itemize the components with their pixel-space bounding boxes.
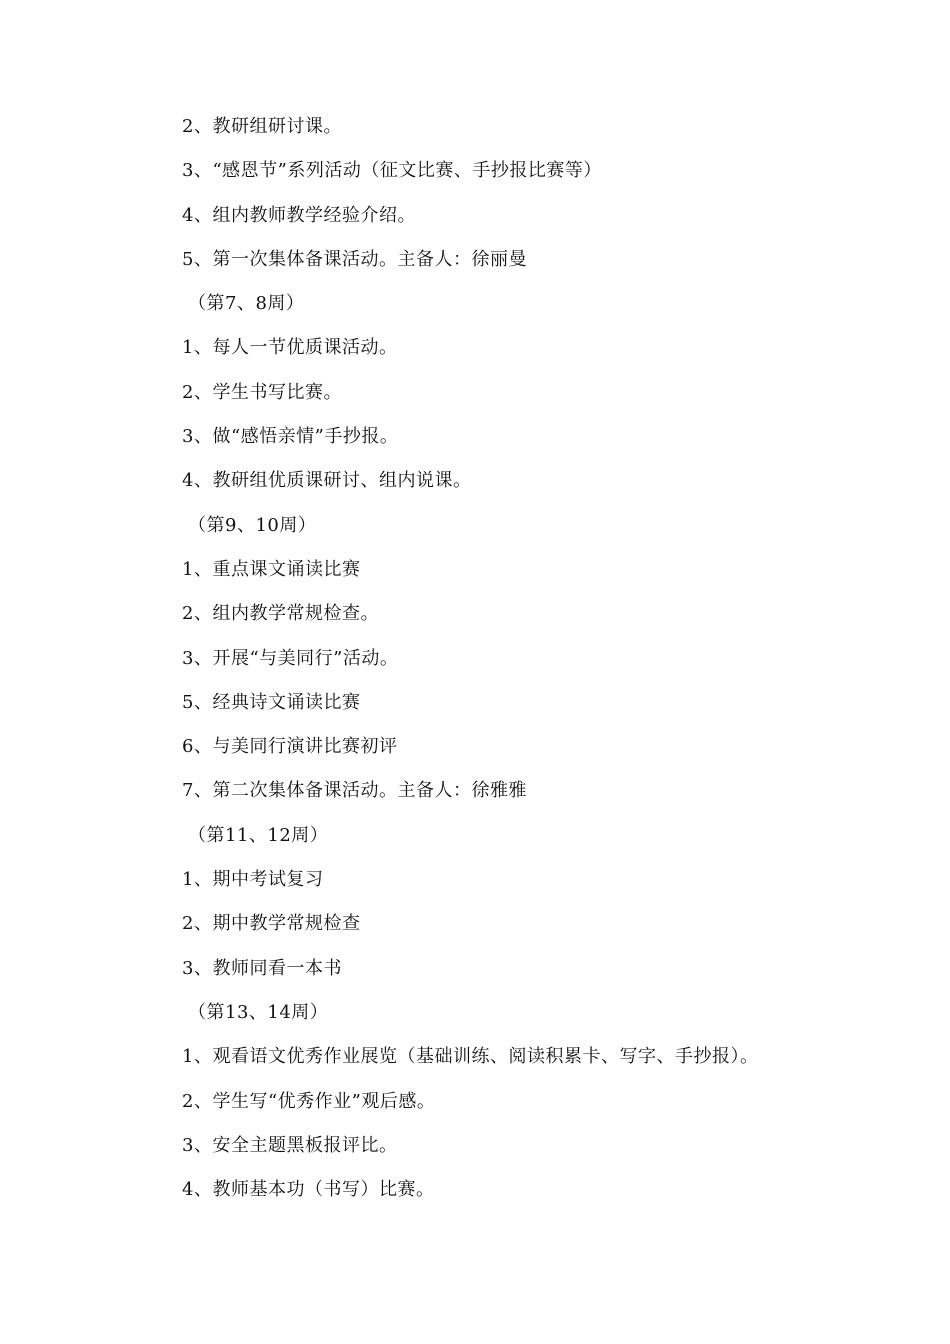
list-item: 1、重点课文诵读比赛 [182, 558, 361, 580]
list-item: 2、组内教学常规检查。 [182, 603, 379, 625]
list-item: 4、教师基本功（书写）比赛。 [182, 1179, 435, 1201]
week-heading: （第9、10周） [188, 514, 317, 536]
list-item: 1、每人一节优质课活动。 [182, 337, 398, 359]
list-item: 3、“感恩节”系列活动（征文比赛、手抄报比赛等） [182, 160, 602, 182]
list-item: 2、期中教学常规检查 [182, 913, 361, 935]
list-item: 5、经典诗文诵读比赛 [182, 691, 361, 713]
list-item: 7、第二次集体备课活动。主备人：徐雅雅 [182, 780, 527, 802]
list-item: 2、教研组研讨课。 [182, 116, 342, 137]
week-heading: （第7、8周） [188, 293, 305, 315]
list-item: 3、做“感悟亲情”手抄报。 [182, 426, 399, 448]
list-item: 6、与美同行演讲比赛初评 [182, 736, 398, 758]
list-item: 3、教师同看一本书 [182, 957, 342, 979]
list-item: 3、开展“与美同行”活动。 [182, 647, 399, 669]
list-item: 4、教研组优质课研讨、组内说课。 [182, 470, 472, 492]
list-item: 2、学生书写比赛。 [182, 381, 342, 403]
list-item: 5、第一次集体备课活动。主备人：徐丽曼 [182, 248, 527, 270]
document-body [182, 113, 902, 1220]
week-heading: （第13、14周） [188, 1001, 329, 1023]
week-heading: （第11、12周） [188, 824, 329, 846]
list-item: 3、安全主题黑板报评比。 [182, 1134, 398, 1156]
list-item: 1、观看语文优秀作业展览（基础训练、阅读积累卡、写字、手抄报）。 [182, 1046, 759, 1068]
list-item: 1、期中考试复习 [182, 869, 324, 891]
list-item: 4、组内教师教学经验介绍。 [182, 204, 416, 226]
list-item: 2、学生写“优秀作业”观后感。 [182, 1090, 436, 1112]
